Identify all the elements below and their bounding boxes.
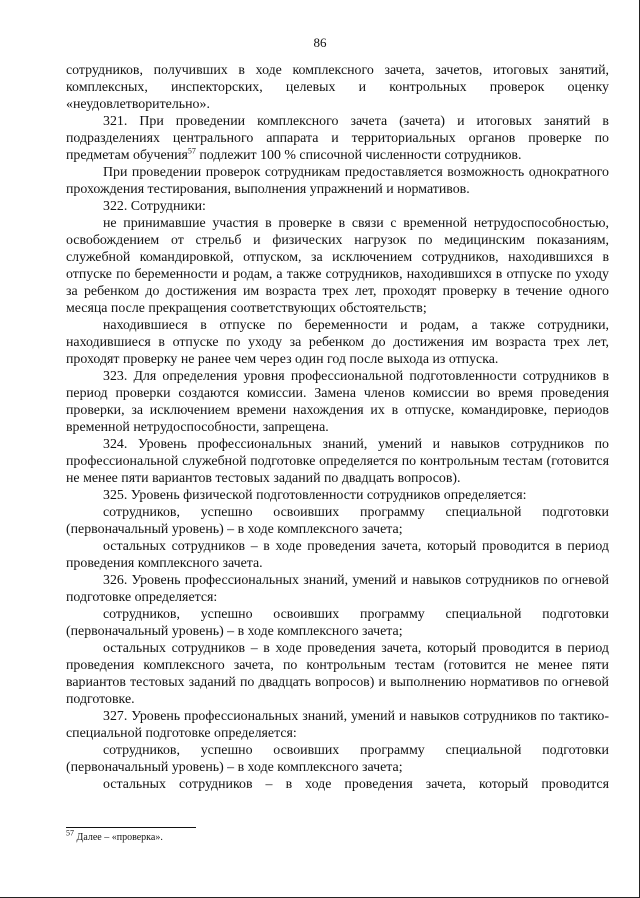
paragraph: не принимавшие участия в проверке в связи с временной нетрудоспособностью, освобождением от стрельб и физических нагрузок по медицинским показаниям, служебной командировкой, отпуском, за исключением сотрудников, находившихся в отпуске по беременности и родам, а также сотрудников, находившихся в отпуске по уходу за ребенком до достижения им возраста трех лет, проходят проверку в течение одного месяца после прекращения соответствующих обстоятельств;: [66, 216, 609, 316]
paragraph-322: 322. Сотрудники:: [103, 199, 206, 214]
paragraph-321: [66, 113, 609, 164]
footnote-divider: [66, 827, 196, 828]
footnote-text: Далее – «проверка».: [74, 832, 163, 843]
footnote-mark: 57: [66, 828, 74, 838]
page-number: 86: [313, 35, 327, 50]
footnote-reference[interactable]: 57: [187, 146, 196, 156]
paragraph: сотрудников, получивших в ходе комплексного зачета, зачетов, итоговых занятий, комплексных, инспекторских, целевых и контрольных проверок оценку «неудовлетворительно».: [66, 63, 609, 112]
footnote: [66, 828, 163, 843]
paragraph-325: 325. Уровень физической подготовленности сотрудников определяется:: [103, 488, 527, 503]
paragraph-327: 327. Уровень профессиональных знаний, умений и навыков сотрудников по тактико-специальной подготовке определяется:: [66, 709, 609, 741]
paragraph-continued: остальных сотрудников – в ходе проведения зачета, который проводится: [103, 777, 609, 792]
paragraph-323: 323. Для определения уровня профессиональной подготовленности сотрудников в период проверки создаются комиссии. Замена членов комиссии во время проведения проверки, за исключением времени нахождения их в отпуске, командировке, периодов временной нетрудоспособности, запрещена.: [66, 369, 609, 435]
paragraph-text-after: подлежит 100 % списочной численности сотрудников.: [195, 148, 522, 163]
paragraph: сотрудников, успешно освоивших программу специальной подготовки (первоначальный уровень) – в ходе комплексного зачета;: [66, 505, 609, 537]
paragraph: находившиеся в отпуске по беременности и родам, а также сотрудники, находившиеся в отпуске по уходу за ребенком до достижения им возраста трех лет, проходят проверку не ранее чем через один год после выхода из отпуска.: [66, 318, 609, 367]
paragraph: остальных сотрудников – в ходе проведения зачета, который проводится в период проведения комплексного зачета, по контрольным тестам (готовится не менее пяти вариантов тестовых заданий по двадцать вопросов) и выполнению нормативов по огневой подготовке.: [66, 641, 609, 707]
paragraph-324: 324. Уровень профессиональных знаний, умений и навыков сотрудников по профессиональной служебной подготовке определяется по контрольным тестам (готовится не менее пяти вариантов тестовых заданий по двадцать вопросов).: [66, 437, 609, 486]
paragraph: сотрудников, успешно освоивших программу специальной подготовки (первоначальный уровень) – в ходе комплексного зачета;: [66, 607, 609, 639]
paragraph: сотрудников, успешно освоивших программу специальной подготовки (первоначальный уровень) – в ходе комплексного зачета;: [66, 743, 609, 775]
paragraph: остальных сотрудников – в ходе проведения зачета, который проводится в период проведения комплексного зачета.: [66, 539, 609, 571]
paragraph-326: 326. Уровень профессиональных знаний, умений и навыков сотрудников по огневой подготовке определяется:: [66, 573, 609, 605]
paragraph: При проведении проверок сотрудникам предоставляется возможность однократного прохождения тестирования, выполнения упражнений и нормативов.: [66, 165, 609, 197]
document-body: [66, 62, 609, 793]
paragraph-text: 321. При проведении комплексного зачета (зачета) и итоговых занятий в подразделениях центрального аппарата и территориальных органов проверке по предметам обучения: [66, 114, 609, 163]
